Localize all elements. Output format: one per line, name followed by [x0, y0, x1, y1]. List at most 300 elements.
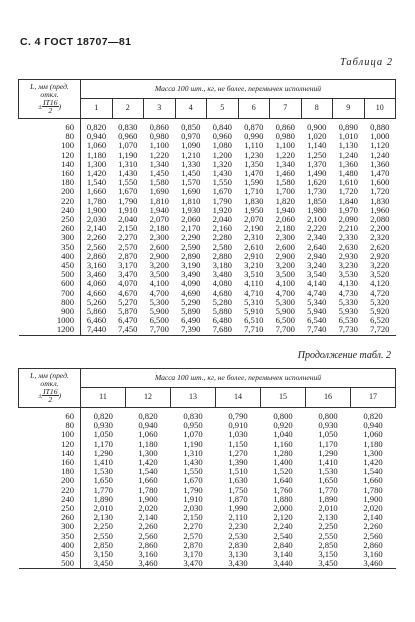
mass-cell: 2,260 — [86, 232, 107, 243]
column-number-7: 7 — [270, 99, 302, 119]
mass-cell: 1,430 — [118, 168, 138, 179]
mass-cell: 1,050 — [318, 429, 338, 440]
length-header-line1: L, мм (пред. — [30, 81, 69, 91]
length-header — [19, 369, 81, 408]
length-cell: 260 — [19, 224, 81, 233]
mass-cell: 1,060 — [138, 429, 158, 440]
mass-cell: 2,300 — [149, 232, 169, 243]
mass-cell: 2,940 — [307, 250, 327, 261]
mass-cell: 2,860 — [138, 539, 158, 550]
mass-cell: 3,490 — [181, 269, 201, 280]
mass-cell: 6,500 — [149, 315, 169, 326]
mass-cell: 1,360 — [338, 158, 358, 169]
column-number-14: 14 — [216, 388, 261, 408]
table-row — [19, 522, 396, 531]
mass-cell: 2,180 — [275, 223, 295, 234]
mass-cell: 1,990 — [228, 503, 248, 514]
column-number-12: 12 — [126, 388, 171, 408]
table-row — [19, 495, 396, 504]
mass-cell: 1,310 — [118, 158, 138, 169]
mass-cell: 1,580 — [149, 177, 169, 188]
mass-cell: 2,160 — [212, 223, 232, 234]
mass-cell: 2,290 — [181, 232, 201, 243]
mass-cell: 1,940 — [149, 204, 169, 215]
mass-cell: 2,570 — [183, 530, 203, 541]
length-cell: 140 — [19, 449, 81, 458]
column-number-16: 16 — [306, 388, 351, 408]
mass-cell: 2,870 — [183, 539, 203, 550]
mass-cell: 5,900 — [275, 306, 295, 317]
mass-cell: 1,290 — [318, 447, 338, 458]
mass-cell: 2,900 — [149, 250, 169, 261]
mass-cell: 2,260 — [363, 521, 383, 532]
mass-cell: 0,800 — [318, 411, 338, 421]
length-cell: 450 — [19, 261, 81, 270]
mass-cell: 3,160 — [363, 549, 383, 560]
mass-cell: 4,720 — [370, 287, 390, 298]
mass-cell: 1,150 — [228, 438, 248, 449]
mass-cell: 3,200 — [149, 260, 169, 271]
mass-cell: 1,020 — [307, 131, 327, 142]
table-body — [19, 119, 396, 336]
mass-cell: 1,660 — [363, 475, 383, 486]
mass-cell: 7,680 — [212, 324, 232, 335]
length-cell: 220 — [19, 197, 81, 206]
mass-cell: 4,140 — [307, 278, 327, 289]
length-cell: 80 — [19, 421, 81, 430]
mass-cell: 1,550 — [118, 177, 138, 188]
mass-cell: 2,580 — [212, 241, 232, 252]
mass-cell: 1,930 — [181, 204, 201, 215]
mass-cell: 3,540 — [307, 269, 327, 280]
mass-cell: 1,330 — [181, 158, 201, 169]
mass-cell: 0,820 — [138, 411, 158, 421]
table-row — [19, 541, 396, 550]
mass-cell: 4,100 — [149, 278, 169, 289]
mass-cell: 1,910 — [183, 493, 203, 504]
mass-cell: 1,100 — [149, 140, 169, 151]
mass-cell: 1,230 — [244, 149, 264, 160]
mass-cell: 1,880 — [273, 493, 293, 504]
mass-cell: 3,160 — [86, 260, 107, 271]
mass-cell: 2,890 — [181, 250, 201, 261]
mass-cell: 2,600 — [275, 241, 295, 252]
mass-cell: 2,100 — [307, 214, 327, 225]
mass-cell: 1,650 — [318, 475, 338, 486]
mass-cell: 3,190 — [181, 260, 201, 271]
mass-cell: 1,550 — [183, 466, 203, 477]
mass-cell: 1,940 — [275, 204, 295, 215]
mass-cell: 1,180 — [86, 149, 107, 160]
mass-cell: 4,690 — [181, 287, 201, 298]
mass-cell: 2,040 — [212, 214, 232, 225]
mass-cell: 3,170 — [183, 549, 203, 560]
length-cell: 700 — [19, 289, 81, 298]
mass-cell: 5,310 — [244, 296, 264, 307]
mass-cell: 2,830 — [228, 539, 248, 550]
group-header: Масса 100 шт., кг, не более, перемычек исполнений — [81, 80, 396, 99]
length-header-line1: L, мм (пред. — [30, 370, 69, 380]
mass-cell: 2,840 — [273, 539, 293, 550]
mass-cell: 1,050 — [93, 429, 113, 440]
length-cell: 220 — [19, 486, 81, 495]
length-cell: 240 — [19, 206, 81, 215]
mass-cell: 1,190 — [118, 149, 138, 160]
mass-cell: 1,450 — [149, 168, 169, 179]
length-cell: 120 — [19, 151, 81, 160]
mass-cell: 2,610 — [244, 241, 264, 252]
column-number-8: 8 — [301, 99, 333, 119]
mass-cell: 0,860 — [149, 122, 169, 132]
mass-cell: 2,130 — [93, 512, 113, 523]
table-row — [19, 408, 396, 422]
mass-cell: 2,560 — [363, 530, 383, 541]
mass-cell: 0,920 — [273, 420, 293, 431]
mass-cell: 1,960 — [370, 204, 390, 215]
length-cell: 1200 — [19, 325, 81, 335]
mass-cell: 1,450 — [181, 168, 201, 179]
mass-cell: 4,670 — [118, 287, 138, 298]
mass-cell: 1,780 — [138, 484, 158, 495]
mass-cell: 1,030 — [228, 429, 248, 440]
mass-cell: 2,310 — [244, 232, 264, 243]
mass-cell: 3,480 — [212, 269, 232, 280]
mass-cell: 1,110 — [244, 140, 264, 151]
mass-cell: 5,260 — [86, 296, 107, 307]
mass-cell: 0,940 — [138, 420, 158, 431]
mass-cell: 2,060 — [275, 214, 295, 225]
mass-cell: 7,700 — [275, 324, 295, 335]
mass-cell: 4,080 — [212, 278, 232, 289]
mass-cell: 1,200 — [212, 149, 232, 160]
mass-cell: 7,710 — [244, 324, 264, 335]
mass-cell: 6,530 — [338, 315, 358, 326]
mass-cell: 1,480 — [338, 168, 358, 179]
mass-cell: 3,510 — [244, 269, 264, 280]
mass-cell: 5,920 — [370, 306, 390, 317]
mass-cell: 1,590 — [244, 177, 264, 188]
mass-cell: 1,850 — [307, 195, 327, 206]
column-number-6: 6 — [238, 99, 270, 119]
mass-cell: 1,300 — [363, 447, 383, 458]
mass-cell: 3,240 — [307, 260, 327, 271]
table-row — [19, 532, 396, 541]
mass-cell: 5,870 — [118, 306, 138, 317]
mass-cell: 7,730 — [338, 324, 358, 335]
column-number-5: 5 — [207, 99, 239, 119]
mass-cell: 2,320 — [370, 232, 390, 243]
mass-cell: 1,060 — [363, 429, 383, 440]
mass-cell: 1,510 — [228, 466, 248, 477]
mass-cell: 2,270 — [118, 232, 138, 243]
length-cell: 80 — [19, 132, 81, 141]
mass-cell: 1,320 — [212, 158, 232, 169]
length-cell: 450 — [19, 550, 81, 559]
length-cell: 350 — [19, 532, 81, 541]
mass-cell: 1,410 — [318, 457, 338, 468]
mass-cell: 1,490 — [307, 168, 327, 179]
mass-cell: 3,150 — [318, 549, 338, 560]
mass-cell: 2,870 — [118, 250, 138, 261]
mass-cell: 1,890 — [318, 493, 338, 504]
mass-cell: 6,490 — [181, 315, 201, 326]
mass-cell: 1,170 — [93, 438, 113, 449]
mass-cell: 1,750 — [228, 484, 248, 495]
mass-cell: 7,450 — [118, 324, 138, 335]
length-cell: 600 — [19, 279, 81, 288]
mass-cell: 1,420 — [363, 457, 383, 468]
mass-cell: 3,460 — [363, 558, 383, 569]
mass-cell: 1,900 — [138, 493, 158, 504]
mass-cell: 0,790 — [228, 411, 248, 421]
mass-cell: 1,120 — [370, 140, 390, 151]
mass-cell: 2,190 — [244, 223, 264, 234]
length-cell: 60 — [19, 408, 81, 422]
mass-cell: 1,070 — [183, 429, 203, 440]
plus-minus-sign: ± — [37, 101, 43, 111]
mass-cell: 0,980 — [275, 131, 295, 142]
table-row — [19, 325, 396, 335]
length-cell: 160 — [19, 458, 81, 467]
mass-cell: 2,010 — [93, 503, 113, 514]
table-body — [19, 408, 396, 569]
page-header: С. 4 ГОСТ 18707—81 — [20, 36, 132, 48]
mass-cell: 1,810 — [181, 195, 201, 206]
mass-cell: 2,020 — [138, 503, 158, 514]
mass-cell: 1,340 — [149, 158, 169, 169]
mass-cell: 2,900 — [275, 250, 295, 261]
mass-cell: 1,400 — [273, 457, 293, 468]
closing-paren: ) — [58, 390, 62, 400]
table-row — [19, 513, 396, 522]
mass-cell: 2,070 — [149, 214, 169, 225]
mass-cell: 1,920 — [212, 204, 232, 215]
length-cell: 140 — [19, 160, 81, 169]
mass-cell: 0,950 — [183, 420, 203, 431]
mass-cell: 2,030 — [183, 503, 203, 514]
mass-cell: 1,540 — [363, 466, 383, 477]
mass-cell: 2,020 — [363, 503, 383, 514]
mass-cell: 2,150 — [183, 512, 203, 523]
mass-cell: 1,650 — [93, 475, 113, 486]
length-cell: 260 — [19, 513, 81, 522]
table-row — [19, 504, 396, 513]
mass-cell: 2,040 — [118, 214, 138, 225]
mass-cell: 4,710 — [244, 287, 264, 298]
mass-cell: 1,580 — [275, 177, 295, 188]
mass-cell: 2,550 — [93, 530, 113, 541]
mass-cell: 2,210 — [338, 223, 358, 234]
mass-cell: 2,010 — [318, 503, 338, 514]
mass-cell: 1,670 — [118, 186, 138, 197]
column-number-2: 2 — [112, 99, 144, 119]
mass-cell: 3,430 — [228, 558, 248, 569]
tolerance-expression — [20, 99, 79, 116]
length-cell: 400 — [19, 541, 81, 550]
mass-cell: 2,570 — [118, 241, 138, 252]
mass-cell: 1,970 — [338, 204, 358, 215]
mass-cell: 1,910 — [118, 204, 138, 215]
mass-cell: 2,340 — [307, 232, 327, 243]
mass-cell: 1,620 — [307, 177, 327, 188]
mass-cell: 1,180 — [363, 438, 383, 449]
mass-cell: 4,130 — [338, 278, 358, 289]
mass-cell: 7,440 — [86, 324, 107, 335]
mass-cell: 0,900 — [307, 122, 327, 132]
mass-cell: 1,700 — [275, 186, 295, 197]
table-row — [19, 467, 396, 476]
mass-cell: 7,740 — [307, 324, 327, 335]
length-cell: 200 — [19, 187, 81, 196]
mass-cell: 4,700 — [149, 287, 169, 298]
table-row — [19, 119, 396, 133]
mass-cell: 1,720 — [338, 186, 358, 197]
mass-cell: 5,280 — [212, 296, 232, 307]
mass-cell: 1,530 — [93, 466, 113, 477]
mass-cell: 1,770 — [318, 484, 338, 495]
mass-cell: 3,500 — [275, 269, 295, 280]
mass-cell: 0,820 — [93, 411, 113, 421]
mass-cell: 0,930 — [318, 420, 338, 431]
mass-cell: 2,090 — [338, 214, 358, 225]
mass-cell: 0,960 — [212, 131, 232, 142]
mass-cell: 5,890 — [181, 306, 201, 317]
mass-cell: 1,430 — [183, 457, 203, 468]
mass-cell: 2,560 — [86, 241, 107, 252]
mass-cell: 1,550 — [212, 177, 232, 188]
mass-cell: 0,820 — [363, 411, 383, 421]
mass-cell: 0,940 — [363, 420, 383, 431]
mass-cell: 4,090 — [181, 278, 201, 289]
mass-cell: 3,450 — [318, 558, 338, 569]
mass-cell: 1,210 — [181, 149, 201, 160]
mass-cell: 1,670 — [183, 475, 203, 486]
mass-cell: 1,270 — [228, 447, 248, 458]
mass-cell: 1,840 — [338, 195, 358, 206]
table-row — [19, 449, 396, 458]
mass-cell: 1,780 — [363, 484, 383, 495]
mass-cell: 5,910 — [244, 306, 264, 317]
mass-cell: 0,910 — [228, 420, 248, 431]
fraction-numerator: IT16 — [43, 97, 58, 107]
mass-cell: 1,900 — [86, 204, 107, 215]
mass-cell: 6,480 — [212, 315, 232, 326]
mass-cell: 2,200 — [370, 223, 390, 234]
mass-cell: 1,780 — [86, 195, 107, 206]
column-number-3: 3 — [144, 99, 176, 119]
mass-cell: 4,100 — [275, 278, 295, 289]
mass-cell: 1,130 — [338, 140, 358, 151]
mass-cell: 2,260 — [138, 521, 158, 532]
mass-cell: 1,300 — [138, 447, 158, 458]
length-header-line2: откл. — [40, 89, 59, 99]
mass-cell: 5,940 — [307, 306, 327, 317]
mass-cell: 1,290 — [93, 447, 113, 458]
closing-paren: ) — [58, 101, 62, 111]
mass-cell: 2,560 — [138, 530, 158, 541]
continuation-label: Продолжение табл. 2 — [297, 350, 391, 361]
mass-cell: 2,180 — [149, 223, 169, 234]
mass-cell: 5,300 — [275, 296, 295, 307]
length-cell: 160 — [19, 169, 81, 178]
mass-cell: 1,760 — [273, 484, 293, 495]
mass-cell: 1,310 — [183, 447, 203, 458]
table-row — [19, 486, 396, 495]
mass-cell: 2,270 — [183, 521, 203, 532]
length-cell: 400 — [19, 252, 81, 261]
mass-cell: 4,060 — [86, 278, 107, 289]
mass-cell: 1,720 — [370, 186, 390, 197]
mass-cell: 2,530 — [228, 530, 248, 541]
mass-cell: 3,530 — [338, 269, 358, 280]
mass-cell: 2,140 — [86, 223, 107, 234]
mass-cell: 1,180 — [138, 438, 158, 449]
mass-cell: 1,670 — [212, 186, 232, 197]
length-cell: 300 — [19, 233, 81, 242]
mass-cell: 0,820 — [86, 122, 107, 132]
mass-cell: 5,880 — [212, 306, 232, 317]
mass-cell: 2,150 — [118, 223, 138, 234]
mass-cell: 1,470 — [244, 168, 264, 179]
mass-cell: 2,860 — [363, 539, 383, 550]
mass-cell: 2,250 — [318, 521, 338, 532]
mass-cell: 1,090 — [181, 140, 201, 151]
mass-cell: 2,250 — [93, 521, 113, 532]
mass-cell: 3,140 — [273, 549, 293, 560]
length-cell: 250 — [19, 215, 81, 224]
mass-cell: 1,240 — [338, 149, 358, 160]
mass-cell: 0,830 — [183, 411, 203, 421]
mass-cell: 1,540 — [86, 177, 107, 188]
mass-cell: 1,830 — [370, 195, 390, 206]
mass-cell: 3,150 — [93, 549, 113, 560]
mass-cell: 2,170 — [181, 223, 201, 234]
mass-cell: 3,170 — [118, 260, 138, 271]
mass-cell: 1,770 — [93, 484, 113, 495]
mass-cell: 5,900 — [149, 306, 169, 317]
mass-cell: 5,330 — [338, 296, 358, 307]
mass-cell: 2,850 — [93, 539, 113, 550]
mass-cell: 2,640 — [307, 241, 327, 252]
length-cell: 180 — [19, 178, 81, 187]
mass-cell: 2,240 — [273, 521, 293, 532]
mass-cell: 1,530 — [318, 466, 338, 477]
mass-cell: 1,520 — [273, 466, 293, 477]
table-row — [19, 440, 396, 449]
mass-cell: 2,620 — [370, 241, 390, 252]
mass-cell: 1,640 — [273, 475, 293, 486]
mass-cell: 2,080 — [370, 214, 390, 225]
table-label: Таблица 2 — [339, 57, 393, 68]
mass-cell: 0,830 — [118, 122, 138, 132]
mass-cell: 2,600 — [149, 241, 169, 252]
length-cell: 180 — [19, 467, 81, 476]
mass-cell: 1,220 — [275, 149, 295, 160]
mass-cell: 1,070 — [118, 140, 138, 151]
mass-cell: 4,730 — [338, 287, 358, 298]
length-cell: 240 — [19, 495, 81, 504]
mass-cell: 1,280 — [273, 447, 293, 458]
column-number-1: 1 — [81, 99, 113, 119]
length-cell: 100 — [19, 430, 81, 439]
mass-cell: 1,570 — [181, 177, 201, 188]
mass-cell: 1,460 — [275, 168, 295, 179]
mass-cell: 3,440 — [273, 558, 293, 569]
column-number-11: 11 — [81, 388, 126, 408]
mass-cell: 3,470 — [118, 269, 138, 280]
mass-cell: 0,990 — [244, 131, 264, 142]
mass-cell: 1,470 — [370, 168, 390, 179]
